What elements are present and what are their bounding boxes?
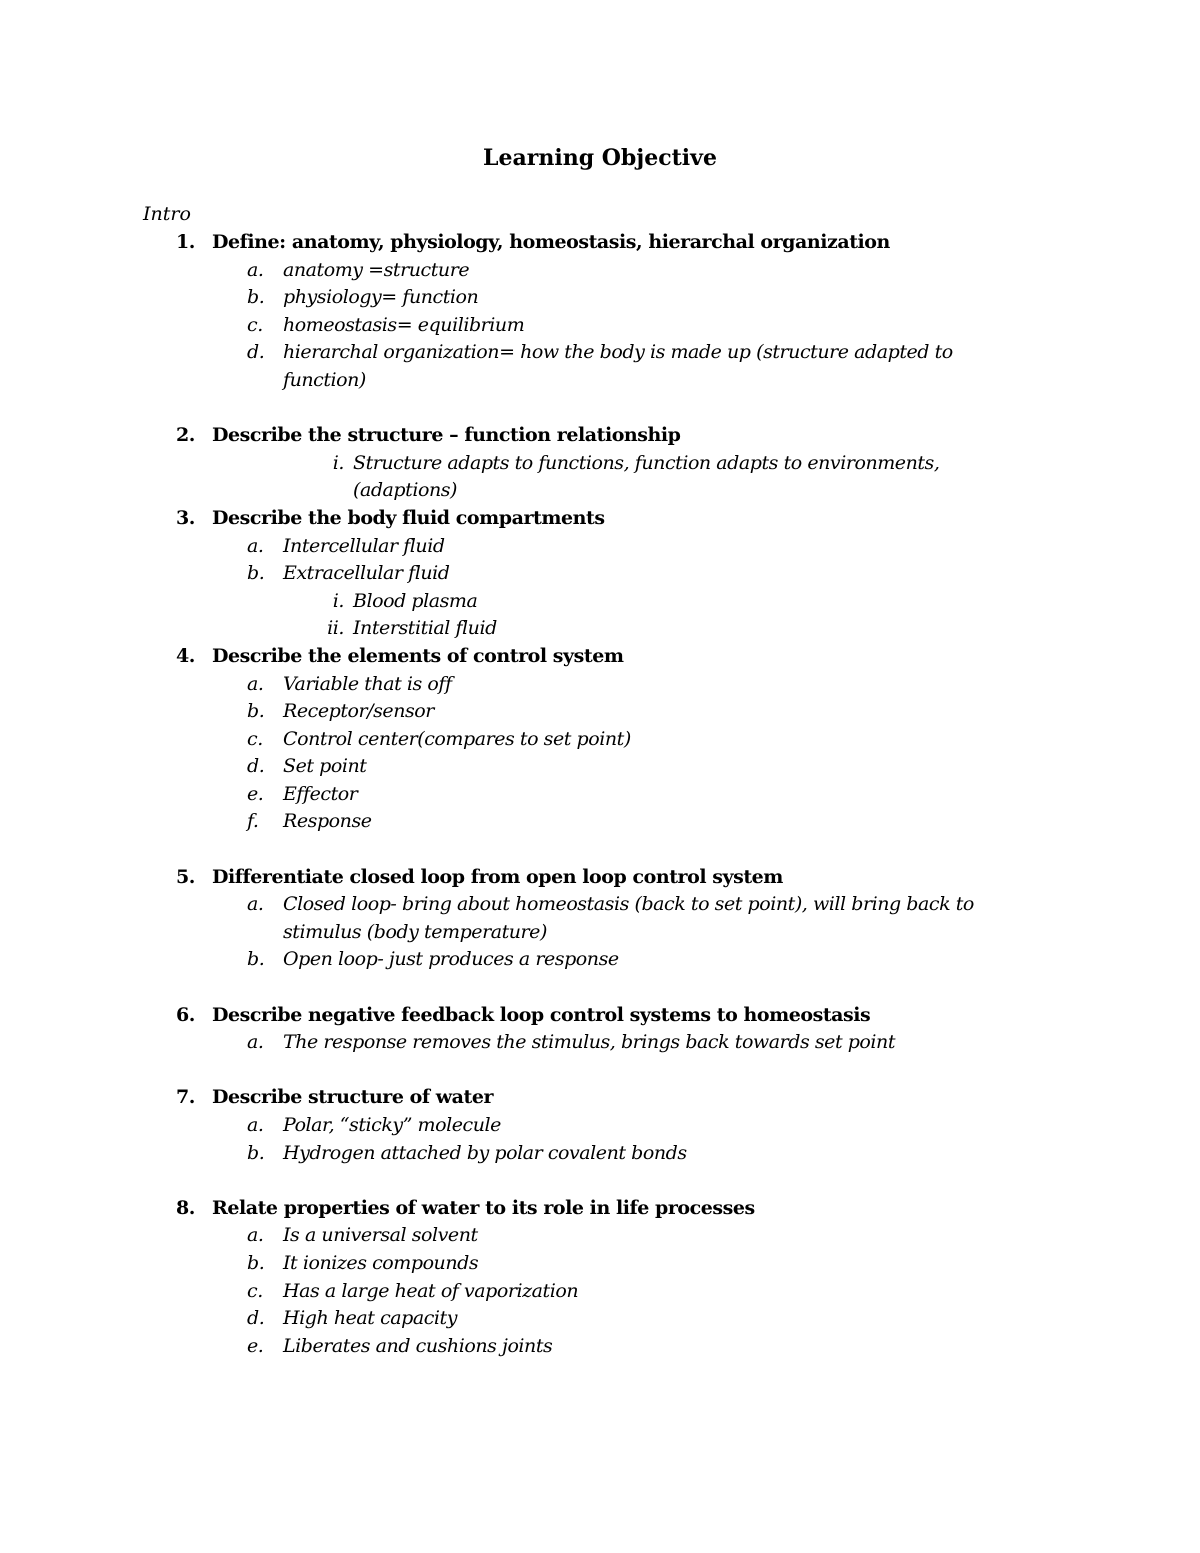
sub-item-label: a.	[247, 258, 264, 281]
sub-item-label: a.	[247, 1114, 264, 1136]
objective-item	[0, 422, 1200, 505]
sub-item-text: Interstitial fluid	[353, 617, 497, 640]
sub-item-text: High heat capacity	[283, 1307, 458, 1330]
sub-item-text: Is a universal solvent	[283, 1224, 478, 1247]
sub-item-text: Extracellular fluid	[283, 562, 450, 585]
sub-item	[0, 560, 1200, 588]
sub-item-text: Response	[283, 810, 372, 833]
objective-item	[0, 864, 1200, 974]
sub-item-label: b.	[247, 286, 265, 309]
sub-sub-item	[0, 450, 1200, 505]
sub-item-label: a.	[247, 1224, 264, 1247]
sub-item-label: d.	[247, 1307, 265, 1330]
sub-item-text: Receptor/sensor	[283, 700, 434, 723]
section-label: Intro	[143, 203, 191, 225]
sub-item	[0, 1250, 1200, 1278]
sub-item	[0, 1333, 1200, 1361]
sub-item	[0, 1140, 1200, 1168]
sub-item-label: a.	[247, 534, 264, 557]
objective-number: 3.	[176, 506, 195, 529]
objective-item	[0, 643, 1200, 836]
objective-number: 7.	[176, 1086, 195, 1109]
objective-heading	[0, 422, 1200, 450]
sub-item-text: It ionizes compounds	[283, 1251, 479, 1274]
objective-heading-text: Describe the body fluid compartments	[212, 506, 605, 529]
sub-item	[0, 698, 1200, 726]
objective-heading-text: Differentiate closed loop from open loop control system	[212, 865, 783, 888]
sub-item	[0, 1029, 1200, 1057]
sub-item-text: Closed loop- bring about homeostasis (back to set point), will bring back to stimulus (body temperature)	[283, 893, 974, 943]
objectives-list	[0, 229, 1200, 1360]
sub-item	[0, 1222, 1200, 1250]
sub-item-text: The response removes the stimulus, brings back towards set point	[283, 1031, 896, 1054]
sub-item-text: Hydrogen attached by polar covalent bonds	[283, 1141, 687, 1164]
objective-item	[0, 1195, 1200, 1361]
sub-item-text: Set point	[283, 755, 367, 778]
objective-heading-text: Describe the structure – function relationship	[212, 424, 681, 447]
sub-item	[0, 891, 1200, 946]
sub-item	[0, 1305, 1200, 1333]
objective-heading	[0, 1084, 1200, 1112]
spacer	[0, 1057, 1200, 1085]
sub-item-text: Has a large heat of vaporization	[283, 1279, 579, 1302]
objective-number: 2.	[176, 424, 195, 447]
sub-item	[0, 312, 1200, 340]
spacer	[0, 974, 1200, 1002]
sub-item	[0, 781, 1200, 809]
sub-item-text: Variable that is off	[283, 672, 452, 695]
sub-item-label: i.	[332, 451, 344, 474]
sub-item-text: Open loop- just produces a response	[283, 948, 619, 971]
objective-number: 1.	[176, 231, 195, 253]
sub-item	[0, 671, 1200, 699]
objective-item	[0, 505, 1200, 643]
sub-item	[0, 284, 1200, 312]
sub-item-text: Structure adapts to functions, function adapts to environments, (adaptions)	[353, 451, 940, 502]
sub-item-text: Polar, “sticky” molecule	[283, 1114, 501, 1136]
sub-item	[0, 946, 1200, 974]
sub-item-label: c.	[247, 1279, 263, 1302]
sub-item	[0, 726, 1200, 754]
sub-item-text: physiology= function	[283, 286, 479, 309]
objective-heading-text: Describe the elements of control system	[212, 644, 624, 667]
sub-item-text: Blood plasma	[353, 589, 478, 612]
sub-item	[0, 1278, 1200, 1306]
objective-item	[0, 1084, 1200, 1167]
spacer	[0, 1167, 1200, 1195]
sub-item-label: c.	[247, 313, 263, 336]
sub-item	[0, 339, 1200, 394]
sub-item	[0, 1112, 1200, 1140]
objective-heading	[0, 1002, 1200, 1030]
sub-item-text: Intercellular fluid	[283, 534, 445, 557]
objective-heading	[0, 864, 1200, 892]
objective-number: 5.	[176, 865, 195, 888]
sub-item-label: e.	[247, 1334, 264, 1357]
sub-item-text: Liberates and cushions joints	[283, 1334, 553, 1357]
sub-sub-item	[0, 588, 1200, 616]
sub-item-label: i.	[332, 589, 344, 612]
sub-item-text: homeostasis= equilibrium	[283, 313, 525, 336]
objective-heading	[0, 505, 1200, 533]
sub-item-label: b.	[247, 700, 265, 723]
objective-item	[0, 229, 1200, 395]
page-title: Learning Objective	[483, 145, 717, 171]
sub-item-label: f.	[247, 810, 259, 833]
objective-heading	[0, 643, 1200, 671]
objective-heading-text: Define: anatomy, physiology, homeostasis, hierarchal organization	[212, 231, 890, 253]
sub-item-label: a.	[247, 893, 264, 916]
sub-item-text: anatomy =structure	[283, 258, 470, 281]
sub-item	[0, 257, 1200, 285]
sub-item-label: ii.	[327, 617, 344, 640]
sub-item-label: a.	[247, 672, 264, 695]
sub-item-label: c.	[247, 727, 263, 750]
objective-heading-text: Describe negative feedback loop control systems to homeostasis	[212, 1003, 871, 1026]
sub-item-label: b.	[247, 1251, 265, 1274]
objective-heading-text: Relate properties of water to its role in life processes	[212, 1196, 755, 1219]
sub-item-label: b.	[247, 1141, 265, 1164]
spacer	[0, 395, 1200, 423]
spacer	[0, 836, 1200, 864]
sub-item-label: e.	[247, 782, 264, 805]
sub-item-label: d.	[247, 755, 265, 778]
objective-heading-text: Describe structure of water	[212, 1086, 494, 1109]
sub-item-label: d.	[247, 341, 265, 364]
sub-item-text: Control center(compares to set point)	[283, 727, 631, 750]
sub-item-text: Effector	[283, 782, 358, 805]
sub-item-text: hierarchal organization= how the body is made up (structure adapted to function)	[283, 341, 953, 391]
sub-item-label: b.	[247, 562, 265, 585]
sub-item-label: b.	[247, 948, 265, 971]
objective-number: 8.	[176, 1196, 195, 1219]
sub-item	[0, 808, 1200, 836]
objective-heading	[0, 229, 1200, 257]
sub-sub-item	[0, 615, 1200, 643]
objective-number: 4.	[176, 644, 195, 667]
sub-item	[0, 533, 1200, 561]
sub-item-label: a.	[247, 1031, 264, 1054]
sub-item	[0, 753, 1200, 781]
objective-heading	[0, 1195, 1200, 1223]
objective-number: 6.	[176, 1003, 195, 1026]
objective-item	[0, 1002, 1200, 1057]
